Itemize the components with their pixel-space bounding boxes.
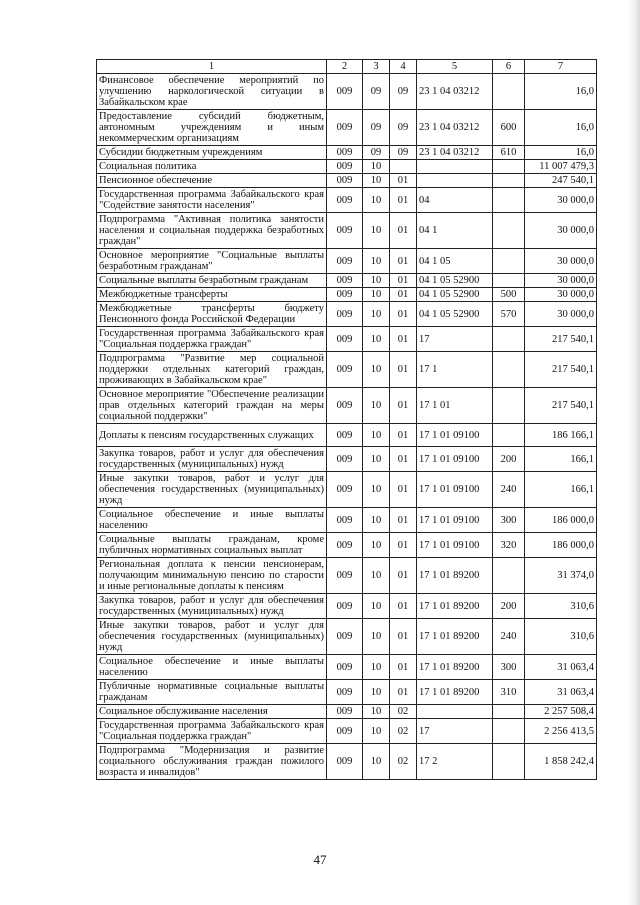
row-section-code: 009 xyxy=(327,74,363,110)
row-name-cell: Закупка товаров, работ и услуг для обеспечения государственных (муниципальных) нужд xyxy=(97,594,327,619)
row-item-code: 01 xyxy=(390,619,417,655)
row-target-code: 17 1 01 89200 xyxy=(417,655,493,680)
row-amount: 166,1 xyxy=(525,447,597,472)
row-name-cell: Закупка товаров, работ и услуг для обеспечения государственных (муниципальных) нужд xyxy=(97,447,327,472)
row-target-code: 17 1 01 89200 xyxy=(417,619,493,655)
row-section-code: 009 xyxy=(327,508,363,533)
row-target-code: 17 1 01 xyxy=(417,388,493,424)
row-expense-type: 200 xyxy=(493,594,525,619)
row-item-code: 02 xyxy=(390,705,417,719)
row-target-code: 17 1 01 89200 xyxy=(417,558,493,594)
row-name-cell: Основное мероприятие "Обеспечение реализации прав отдельных категорий граждан на меры социальной поддержки" xyxy=(97,388,327,424)
row-amount: 30 000,0 xyxy=(525,302,597,327)
table-row xyxy=(97,213,597,249)
row-subsection-code: 09 xyxy=(363,146,390,160)
row-amount: 31 063,4 xyxy=(525,655,597,680)
row-name-cell: Пенсионное обеспечение xyxy=(97,174,327,188)
row-expense-type: 300 xyxy=(493,655,525,680)
table-row xyxy=(97,508,597,533)
row-name-cell: Подпрограмма "Активная политика занятости населения и социальная поддержка безработных граждан" xyxy=(97,213,327,249)
row-subsection-code: 10 xyxy=(363,424,390,447)
row-section-code: 009 xyxy=(327,680,363,705)
row-expense-type xyxy=(493,558,525,594)
row-expense-type: 600 xyxy=(493,110,525,146)
row-subsection-code: 10 xyxy=(363,188,390,213)
row-name-cell: Государственная программа Забайкальского края "Содействие занятости населения" xyxy=(97,188,327,213)
row-amount: 310,6 xyxy=(525,619,597,655)
row-subsection-code: 10 xyxy=(363,533,390,558)
table-row xyxy=(97,472,597,508)
row-expense-type xyxy=(493,388,525,424)
row-item-code: 01 xyxy=(390,655,417,680)
table-row xyxy=(97,288,597,302)
row-subsection-code: 10 xyxy=(363,160,390,174)
row-section-code: 009 xyxy=(327,388,363,424)
row-section-code: 009 xyxy=(327,594,363,619)
row-section-code: 009 xyxy=(327,533,363,558)
row-subsection-code: 10 xyxy=(363,249,390,274)
table-row xyxy=(97,533,597,558)
row-amount: 217 540,1 xyxy=(525,352,597,388)
row-subsection-code: 10 xyxy=(363,619,390,655)
row-target-code: 04 xyxy=(417,188,493,213)
column-header: 5 xyxy=(417,60,493,74)
row-target-code: 04 1 xyxy=(417,213,493,249)
row-amount: 31 374,0 xyxy=(525,558,597,594)
row-section-code: 009 xyxy=(327,146,363,160)
row-section-code: 009 xyxy=(327,327,363,352)
row-subsection-code: 10 xyxy=(363,213,390,249)
row-amount: 30 000,0 xyxy=(525,274,597,288)
row-section-code: 009 xyxy=(327,160,363,174)
row-item-code: 09 xyxy=(390,74,417,110)
row-expense-type xyxy=(493,424,525,447)
row-subsection-code: 10 xyxy=(363,472,390,508)
row-name-cell: Региональная доплата к пенсии пенсионерам, получающим минимальную пенсию по старости и иные региональные доплаты к пенсиям xyxy=(97,558,327,594)
row-target-code: 17 1 01 09100 xyxy=(417,472,493,508)
row-name-cell: Государственная программа Забайкальского края "Социальная поддержка граждан" xyxy=(97,719,327,744)
row-section-code: 009 xyxy=(327,472,363,508)
row-subsection-code: 10 xyxy=(363,558,390,594)
row-amount: 30 000,0 xyxy=(525,188,597,213)
row-amount: 11 007 479,3 xyxy=(525,160,597,174)
row-amount: 30 000,0 xyxy=(525,249,597,274)
row-amount: 247 540,1 xyxy=(525,174,597,188)
table-row xyxy=(97,110,597,146)
row-name-cell: Подпрограмма "Развитие мер социальной поддержки отдельных категорий граждан, проживающих в Забайкальском крае" xyxy=(97,352,327,388)
row-expense-type: 240 xyxy=(493,472,525,508)
row-name-cell: Доплаты к пенсиям государственных служащих xyxy=(97,424,327,447)
row-name-cell: Основное мероприятие "Социальные выплаты безработным гражданам" xyxy=(97,249,327,274)
row-section-code: 009 xyxy=(327,174,363,188)
column-header: 4 xyxy=(390,60,417,74)
row-amount: 1 858 242,4 xyxy=(525,744,597,780)
row-section-code: 009 xyxy=(327,447,363,472)
row-amount: 186 000,0 xyxy=(525,533,597,558)
column-header: 6 xyxy=(493,60,525,74)
row-item-code: 01 xyxy=(390,508,417,533)
row-item-code: 01 xyxy=(390,424,417,447)
row-expense-type: 310 xyxy=(493,680,525,705)
row-name-cell: Предоставление субсидий бюджетным, автономным учреждениям и иным некоммерческим организациям xyxy=(97,110,327,146)
row-name-cell: Социальное обслуживание населения xyxy=(97,705,327,719)
row-name-cell: Государственная программа Забайкальского края "Социальная поддержка граждан" xyxy=(97,327,327,352)
row-amount: 30 000,0 xyxy=(525,288,597,302)
row-target-code: 23 1 04 03212 xyxy=(417,146,493,160)
row-expense-type: 610 xyxy=(493,146,525,160)
table-row xyxy=(97,744,597,780)
row-subsection-code: 09 xyxy=(363,110,390,146)
row-name-cell: Финансовое обеспечение мероприятий по улучшению наркологической ситуации в Забайкальском крае xyxy=(97,74,327,110)
row-amount: 186 166,1 xyxy=(525,424,597,447)
row-section-code: 009 xyxy=(327,302,363,327)
table-row xyxy=(97,558,597,594)
table-row xyxy=(97,146,597,160)
row-subsection-code: 10 xyxy=(363,705,390,719)
row-name-cell: Социальное обеспечение и иные выплаты населению xyxy=(97,655,327,680)
row-amount: 166,1 xyxy=(525,472,597,508)
row-expense-type: 500 xyxy=(493,288,525,302)
row-item-code: 01 xyxy=(390,594,417,619)
table-row xyxy=(97,302,597,327)
table-row xyxy=(97,705,597,719)
row-amount: 310,6 xyxy=(525,594,597,619)
row-target-code: 17 xyxy=(417,327,493,352)
row-item-code: 01 xyxy=(390,327,417,352)
row-name-cell: Подпрограмма "Модернизация и развитие социального обслуживания граждан пожилого возраста и инвалидов" xyxy=(97,744,327,780)
row-name-cell: Межбюджетные трансферты бюджету Пенсионного фонда Российской Федерации xyxy=(97,302,327,327)
row-expense-type xyxy=(493,188,525,213)
row-target-code: 17 1 01 09100 xyxy=(417,447,493,472)
row-subsection-code: 10 xyxy=(363,508,390,533)
row-name-cell: Публичные нормативные социальные выплаты гражданам xyxy=(97,680,327,705)
row-section-code: 009 xyxy=(327,558,363,594)
table-body xyxy=(97,74,597,780)
row-expense-type xyxy=(493,352,525,388)
row-subsection-code: 10 xyxy=(363,352,390,388)
column-header: 1 xyxy=(97,60,327,74)
row-item-code: 01 xyxy=(390,188,417,213)
row-subsection-code: 10 xyxy=(363,174,390,188)
row-expense-type: 300 xyxy=(493,508,525,533)
row-amount: 16,0 xyxy=(525,110,597,146)
row-item-code: 01 xyxy=(390,472,417,508)
row-target-code: 17 1 01 89200 xyxy=(417,680,493,705)
row-section-code: 009 xyxy=(327,719,363,744)
row-section-code: 009 xyxy=(327,213,363,249)
budget-table xyxy=(96,59,597,780)
row-target-code: 04 1 05 52900 xyxy=(417,274,493,288)
table-header-row xyxy=(97,60,597,74)
page-edge-shadow xyxy=(628,0,640,905)
table-row xyxy=(97,655,597,680)
row-target-code: 17 2 xyxy=(417,744,493,780)
row-name-cell: Социальные выплаты безработным гражданам xyxy=(97,274,327,288)
row-target-code: 17 1 01 89200 xyxy=(417,594,493,619)
row-subsection-code: 09 xyxy=(363,74,390,110)
row-target-code: 04 1 05 52900 xyxy=(417,302,493,327)
row-item-code: 01 xyxy=(390,249,417,274)
column-header: 3 xyxy=(363,60,390,74)
row-expense-type xyxy=(493,719,525,744)
table-row xyxy=(97,327,597,352)
table-row xyxy=(97,74,597,110)
row-expense-type xyxy=(493,213,525,249)
row-expense-type: 320 xyxy=(493,533,525,558)
row-target-code: 17 1 01 09100 xyxy=(417,533,493,558)
row-name-cell: Субсидии бюджетным учреждениям xyxy=(97,146,327,160)
row-item-code: 01 xyxy=(390,558,417,594)
row-expense-type xyxy=(493,160,525,174)
row-section-code: 009 xyxy=(327,619,363,655)
row-amount: 16,0 xyxy=(525,146,597,160)
table-row xyxy=(97,274,597,288)
row-target-code xyxy=(417,160,493,174)
row-target-code: 04 1 05 xyxy=(417,249,493,274)
row-section-code: 009 xyxy=(327,744,363,780)
column-header: 7 xyxy=(525,60,597,74)
table-row xyxy=(97,447,597,472)
row-subsection-code: 10 xyxy=(363,327,390,352)
row-target-code: 17 1 01 09100 xyxy=(417,508,493,533)
row-expense-type xyxy=(493,705,525,719)
row-amount: 16,0 xyxy=(525,74,597,110)
row-name-cell: Социальное обеспечение и иные выплаты населению xyxy=(97,508,327,533)
row-expense-type xyxy=(493,74,525,110)
table-row xyxy=(97,188,597,213)
row-amount: 186 000,0 xyxy=(525,508,597,533)
page-number: 47 xyxy=(313,852,327,867)
row-subsection-code: 10 xyxy=(363,288,390,302)
row-name-cell: Межбюджетные трансферты xyxy=(97,288,327,302)
row-subsection-code: 10 xyxy=(363,447,390,472)
row-item-code: 01 xyxy=(390,213,417,249)
row-subsection-code: 10 xyxy=(363,594,390,619)
row-expense-type xyxy=(493,744,525,780)
row-name-cell: Иные закупки товаров, работ и услуг для обеспечения государственных (муниципальных) нужд xyxy=(97,619,327,655)
row-item-code: 01 xyxy=(390,447,417,472)
row-section-code: 009 xyxy=(327,288,363,302)
row-item-code: 01 xyxy=(390,533,417,558)
table-row xyxy=(97,719,597,744)
table-row xyxy=(97,249,597,274)
row-subsection-code: 10 xyxy=(363,744,390,780)
row-section-code: 009 xyxy=(327,424,363,447)
row-target-code: 23 1 04 03212 xyxy=(417,74,493,110)
row-amount: 217 540,1 xyxy=(525,327,597,352)
row-expense-type: 240 xyxy=(493,619,525,655)
row-amount: 217 540,1 xyxy=(525,388,597,424)
row-name-cell: Иные закупки товаров, работ и услуг для обеспечения государственных (муниципальных) нужд xyxy=(97,472,327,508)
row-section-code: 009 xyxy=(327,274,363,288)
table-row xyxy=(97,680,597,705)
table-row xyxy=(97,594,597,619)
row-name-cell: Социальные выплаты гражданам, кроме публичных нормативных социальных выплат xyxy=(97,533,327,558)
row-item-code: 09 xyxy=(390,146,417,160)
row-expense-type xyxy=(493,274,525,288)
row-target-code: 04 1 05 52900 xyxy=(417,288,493,302)
row-section-code: 009 xyxy=(327,188,363,213)
row-expense-type: 570 xyxy=(493,302,525,327)
row-target-code: 23 1 04 03212 xyxy=(417,110,493,146)
row-expense-type: 200 xyxy=(493,447,525,472)
row-target-code: 17 xyxy=(417,719,493,744)
row-expense-type xyxy=(493,249,525,274)
row-subsection-code: 10 xyxy=(363,655,390,680)
row-section-code: 009 xyxy=(327,249,363,274)
row-item-code: 02 xyxy=(390,744,417,780)
row-amount: 30 000,0 xyxy=(525,213,597,249)
column-header: 2 xyxy=(327,60,363,74)
row-item-code: 01 xyxy=(390,174,417,188)
row-subsection-code: 10 xyxy=(363,274,390,288)
row-target-code xyxy=(417,705,493,719)
row-target-code xyxy=(417,174,493,188)
row-item-code: 01 xyxy=(390,288,417,302)
row-item-code: 01 xyxy=(390,680,417,705)
row-subsection-code: 10 xyxy=(363,302,390,327)
row-subsection-code: 10 xyxy=(363,388,390,424)
row-section-code: 009 xyxy=(327,352,363,388)
row-amount: 2 256 413,5 xyxy=(525,719,597,744)
table-row xyxy=(97,424,597,447)
row-subsection-code: 10 xyxy=(363,680,390,705)
table-row xyxy=(97,174,597,188)
table-row xyxy=(97,388,597,424)
row-item-code: 01 xyxy=(390,274,417,288)
row-expense-type xyxy=(493,174,525,188)
row-section-code: 009 xyxy=(327,655,363,680)
table-row xyxy=(97,352,597,388)
row-item-code: 01 xyxy=(390,352,417,388)
row-target-code: 17 1 xyxy=(417,352,493,388)
row-item-code: 01 xyxy=(390,388,417,424)
row-item-code: 02 xyxy=(390,719,417,744)
table-row xyxy=(97,619,597,655)
table-row xyxy=(97,160,597,174)
row-expense-type xyxy=(493,327,525,352)
row-section-code: 009 xyxy=(327,705,363,719)
row-item-code: 09 xyxy=(390,110,417,146)
row-item-code xyxy=(390,160,417,174)
row-item-code: 01 xyxy=(390,302,417,327)
row-amount: 31 063,4 xyxy=(525,680,597,705)
row-amount: 2 257 508,4 xyxy=(525,705,597,719)
row-subsection-code: 10 xyxy=(363,719,390,744)
row-target-code: 17 1 01 09100 xyxy=(417,424,493,447)
row-name-cell: Социальная политика xyxy=(97,160,327,174)
row-section-code: 009 xyxy=(327,110,363,146)
